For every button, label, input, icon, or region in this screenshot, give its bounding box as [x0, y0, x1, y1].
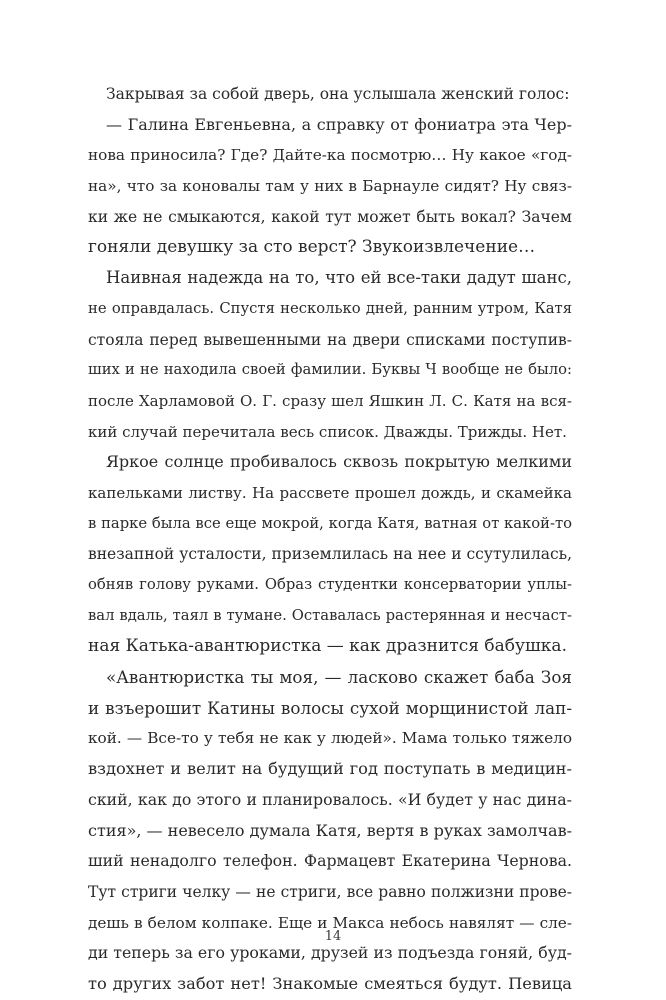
text-line: ди теперь за его уроками, друзей из подъезда гоняй, буд-: [88, 943, 572, 963]
page-number: 14: [324, 929, 342, 944]
text-line: Закрывая за собой дверь, она услышала женский голос:: [106, 85, 570, 103]
text-line: стия», — невесело думала Катя, вертя в руках замолчав-: [88, 820, 572, 840]
text-line: стояла перед вывешенными на двери списками поступив-: [88, 330, 572, 349]
text-line: и взъерошит Катины волосы сухой морщинистой лап-: [88, 697, 572, 718]
text-line: не оправдалась. Спустя несколько дней, ранним утром, Катя: [88, 299, 572, 317]
body-text: [88, 79, 572, 1000]
text-line: внезапной усталости, приземлилась на нее и ссутулилась,: [88, 545, 572, 564]
text-line: вздохнет и велит на будущий год поступать в медицин-: [88, 759, 572, 779]
text-line: «Авантюристка ты моя, — ласково скажет баба Зоя: [106, 667, 572, 688]
text-line: на», что за коновалы там у них в Барнауле сидят? Ну связ-: [88, 177, 572, 196]
text-line: ная Катька-авантюристка — как дразнится бабушка.: [88, 636, 567, 657]
text-line: гоняли девушку за сто верст? Звукоизвлечение…: [88, 237, 536, 258]
text-line: капельками листву. На рассвете прошел дождь, и скамейка: [88, 483, 572, 502]
text-line: ший ненадолго телефон. Фармацевт Екатерина Чернова.: [88, 851, 572, 871]
text-line: Тут стриги челку — не стриги, все равно полжизни прове-: [88, 882, 572, 901]
text-line: кой. — Все-то у тебя не как у людей». Мама только тяжело: [88, 729, 572, 748]
text-line: кий случай перечитала весь список. Дважды. Трижды. Нет.: [88, 422, 567, 441]
text-line: — Галина Евгеньевна, а справку от фониатра эта Чер-: [106, 114, 572, 134]
text-line: Наивная надежда на то, что ей все-таки дадут шанс,: [106, 268, 572, 288]
text-line: обняв голову руками. Образ студентки консерватории уплы-: [88, 576, 572, 593]
text-line: нова приносила? Где? Дайте-ка посмотрю… Ну какое «год-: [88, 146, 572, 165]
text-line: ших и не находила своей фамилии. Буквы Ч вообще не было:: [88, 361, 572, 379]
text-line: ский, как до этого и планировалось. «И будет у нас дина-: [88, 789, 572, 809]
text-line: после Харламовой О. Г. сразу шел Яшкин Л. С. Катя на вся-: [88, 391, 572, 410]
text-line: вал вдаль, таял в тумане. Оставалась растерянная и несчаст-: [88, 606, 572, 624]
text-line: то других забот нет! Знакомые смеяться будут. Певица: [88, 973, 572, 993]
text-line: дешь в белом колпаке. Еще и Макса небось навялят — сле-: [88, 913, 572, 932]
text-line: в парке была все еще мокрой, когда Катя, ватная от какой-то: [88, 514, 572, 532]
text-line: ки же не смыкаются, какой тут может быть вокал? Зачем: [88, 207, 572, 226]
text-line: Яркое солнце пробивалось сквозь покрытую мелкими: [106, 452, 572, 472]
